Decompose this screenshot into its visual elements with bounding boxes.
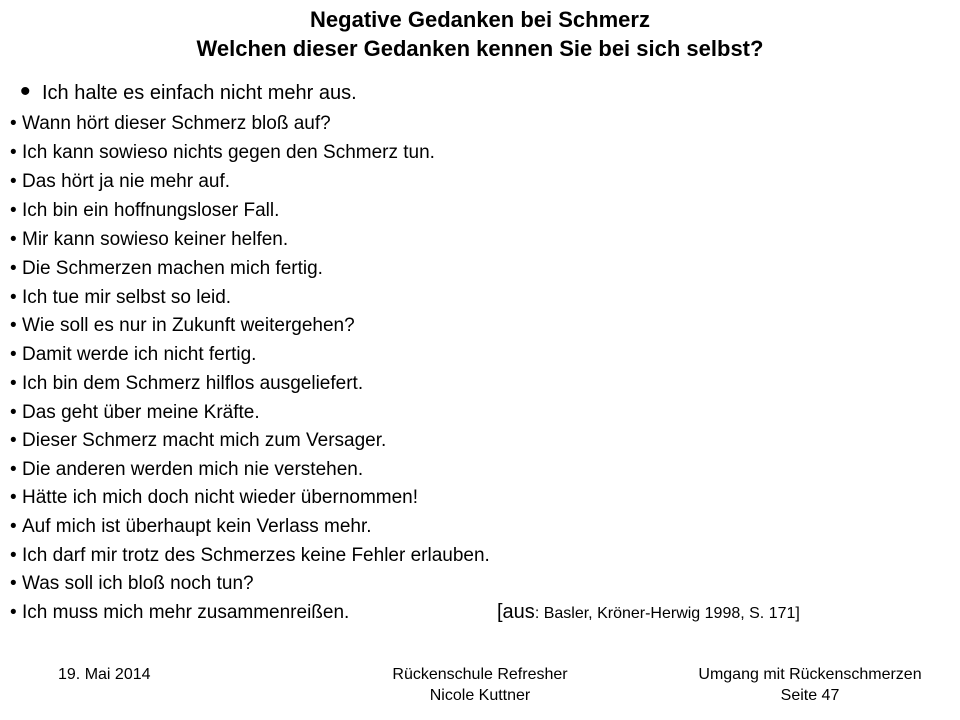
list-item — [10, 170, 230, 194]
list-item-text: Das geht über meine Kräfte. — [22, 402, 260, 423]
list-item — [10, 401, 260, 425]
footer-right — [660, 664, 960, 706]
footer-topic: Umgang mit Rückenschmerzen — [698, 666, 922, 683]
list-item-text: Die anderen werden mich nie verstehen. — [22, 459, 364, 480]
footer-page-number: Seite 47 — [780, 687, 840, 704]
list-item — [10, 228, 288, 252]
list-item — [10, 572, 254, 596]
list-item — [10, 314, 355, 338]
list-item-text: Ich bin ein hoffnungsloser Fall. — [22, 200, 280, 221]
list-item-text: Damit werde ich nicht fertig. — [22, 344, 257, 365]
list-item-text: Auf mich ist überhaupt kein Verlass mehr. — [22, 516, 372, 537]
list-item — [10, 515, 372, 539]
footer-center — [340, 664, 620, 706]
footer-date-text: 19. Mai 2014 — [58, 666, 151, 683]
bullet-icon: • — [10, 573, 17, 594]
bullet-icon: • — [10, 315, 17, 336]
list-item-text: Ich tue mir selbst so leid. — [22, 287, 232, 308]
bullet-icon: • — [10, 171, 17, 192]
list-item-text: Die Schmerzen machen mich fertig. — [22, 258, 323, 279]
list-item-text: Wann hört dieser Schmerz bloß auf? — [22, 113, 331, 134]
list-item-text: Ich muss mich mehr zusammenreißen. — [22, 602, 350, 623]
bullet-icon: • — [10, 142, 17, 163]
bullet-icon: • — [10, 402, 17, 423]
list-item-text: Wie soll es nur in Zukunft weitergehen? — [22, 315, 355, 336]
list-item — [20, 75, 357, 108]
list-item-text: Mir kann sowieso keiner helfen. — [22, 229, 289, 250]
bullet-icon: • — [10, 430, 17, 451]
citation-prefix: [aus — [497, 601, 535, 623]
footer-author: Nicole Kuttner — [429, 687, 531, 704]
bullet-icon: • — [10, 459, 17, 480]
list-item — [10, 141, 435, 165]
list-item-text: Das hört ja nie mehr auf. — [22, 171, 231, 192]
bullet-icon: • — [10, 602, 17, 623]
bullet-icon: • — [10, 373, 17, 394]
bullet-icon: • — [20, 75, 31, 108]
list-item-text: Ich kann sowieso nichts gegen den Schmerz tun. — [22, 142, 435, 163]
list-item-text: Ich bin dem Schmerz hilflos ausgeliefert. — [22, 373, 364, 394]
list-item — [10, 257, 323, 281]
list-item-text: Was soll ich bloß noch tun? — [22, 573, 254, 594]
list-item — [10, 112, 331, 136]
slide-subtitle: Welchen dieser Gedanken kennen Sie bei sich selbst? — [196, 36, 764, 61]
bullet-icon: • — [10, 229, 17, 250]
list-item — [10, 544, 490, 568]
bullet-icon: • — [10, 258, 17, 279]
list-item — [10, 486, 418, 510]
list-item-text: Ich halte es einfach nicht mehr aus. — [42, 82, 357, 104]
slide-title: Negative Gedanken bei Schmerz — [310, 7, 650, 32]
list-item — [10, 601, 349, 625]
list-item-text: Dieser Schmerz macht mich zum Versager. — [22, 430, 387, 451]
list-item-text: Hätte ich mich doch nicht wieder übernommen! — [22, 487, 419, 508]
list-item — [10, 458, 363, 482]
footer-course: Rückenschule Refresher — [392, 666, 568, 683]
list-item — [10, 429, 386, 453]
bullet-icon: • — [10, 487, 17, 508]
source-citation — [497, 600, 800, 626]
bullet-icon: • — [10, 200, 17, 221]
bullet-icon: • — [10, 545, 17, 566]
list-item — [10, 343, 256, 367]
footer-date — [58, 664, 151, 685]
bullet-icon: • — [10, 287, 17, 308]
list-item — [10, 286, 231, 310]
list-item — [10, 199, 279, 223]
list-item — [10, 372, 363, 396]
list-item-text: Ich darf mir trotz des Schmerzes keine Fehler erlauben. — [22, 545, 490, 566]
bullet-icon: • — [10, 516, 17, 537]
bullet-icon: • — [10, 344, 17, 365]
bullet-icon: • — [10, 113, 17, 134]
citation-text: : Basler, Kröner-Herwig 1998, S. 171] — [534, 605, 800, 622]
